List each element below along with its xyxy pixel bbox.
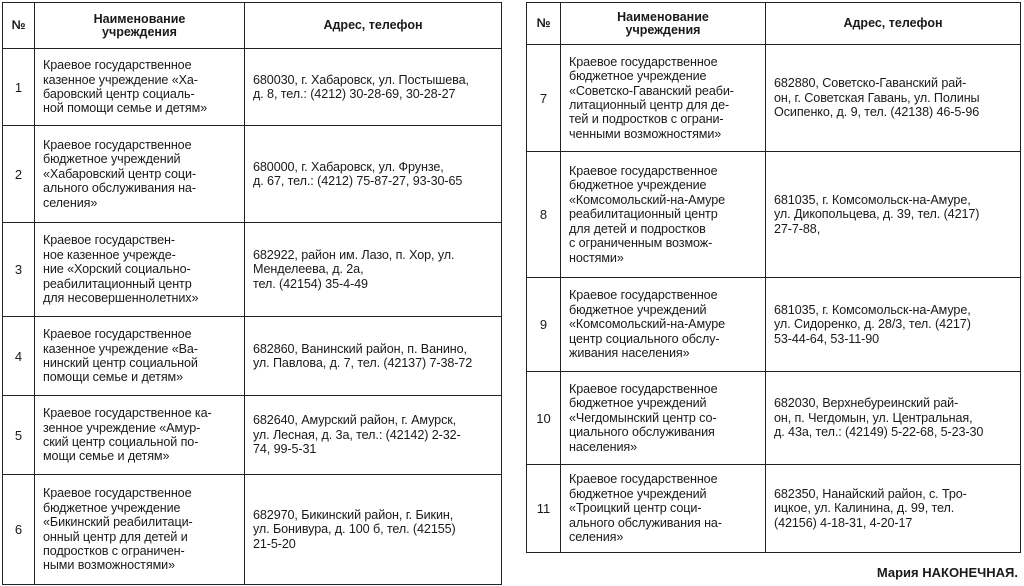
row-number: 3 (3, 223, 35, 317)
institution-address: 682922, район им. Лазо, п. Хор, ул. Менделеева, д. 2а, тел. (42154) 35-4-49 (245, 223, 502, 317)
institution-name: Краевое государственное бюджетное учреждение «Комсомольский-на-Амуре реабилитационный центр для детей и подростков с ограниченным возмож- ностями» (561, 152, 766, 278)
institution-name: Краевое государственное бюджетное учреждений «Хабаровский центр соци- ального обслуживания на- селения» (35, 126, 245, 223)
header-name: Наименование учреждения (35, 3, 245, 49)
row-number: 10 (527, 372, 561, 465)
institution-name: Краевое государственное казенное учреждение «Ха- баровский центр социаль- ной помощи семье и детям» (35, 49, 245, 126)
row-number: 2 (3, 126, 35, 223)
header-number: № (527, 3, 561, 45)
institution-name: Краевое государственное бюджетное учреждений «Троицкий центр соци- ального обслуживания на- селения» (561, 465, 766, 553)
author-signature: Мария НАКОНЕЧНАЯ. (876, 565, 1018, 580)
row-number: 11 (527, 465, 561, 553)
institutions-table-right (526, 2, 1021, 553)
institution-address: 681035, г. Комсомольск-на-Амуре, ул. Дикопольцева, д. 39, тел. (4217) 27-7-88, (766, 152, 1021, 278)
table-row (3, 317, 502, 396)
table-row (527, 372, 1021, 465)
institution-name: Краевое государственное казенное учреждение «Ва- нинский центр социальной помощи семье и детям» (35, 317, 245, 396)
institution-name: Краевое государственное бюджетное учреждений «Чегдомынский центр со- циального обслуживания населения» (561, 372, 766, 465)
row-number: 1 (3, 49, 35, 126)
row-number: 4 (3, 317, 35, 396)
header-address: Адрес, телефон (245, 3, 502, 49)
table-row (3, 223, 502, 317)
institution-name: Краевое государственное бюджетное учреждение «Бикинский реабилитаци- онный центр для детей и подростков с ограничен- ными возможностями» (35, 475, 245, 585)
row-number: 9 (527, 278, 561, 372)
institution-address: 682880, Советско-Гаванский рай- он, г. Советская Гавань, ул. Полины Осипенко, д. 9, тел. (42138) 46-5-96 (766, 45, 1021, 152)
header-address: Адрес, телефон (766, 3, 1021, 45)
institution-address: 680030, г. Хабаровск, ул. Постышева, д. 8, тел.: (4212) 30-28-69, 30-28-27 (245, 49, 502, 126)
header-name: Наименование учреждения (561, 3, 766, 45)
row-number: 7 (527, 45, 561, 152)
table-row (527, 465, 1021, 553)
table-row (3, 49, 502, 126)
institution-address: 681035, г. Комсомольск-на-Амуре, ул. Сидоренко, д. 28/3, тел. (4217) 53-44-64, 53-11-90 (766, 278, 1021, 372)
row-number: 8 (527, 152, 561, 278)
table-row (527, 152, 1021, 278)
institution-address: 682640, Амурский район, г. Амурск, ул. Лесная, д. 3а, тел.: (42142) 2-32- 74, 99-5-31 (245, 396, 502, 475)
row-number: 6 (3, 475, 35, 585)
institution-address: 682350, Нанайский район, с. Тро- ицкое, ул. Калинина, д. 99, тел. (42156) 4-18-31, 4-20-17 (766, 465, 1021, 553)
table-header-row (3, 3, 502, 49)
institution-name: Краевое государственное бюджетное учреждений «Комсомольский-на-Амуре центр социального обслу- живания населения» (561, 278, 766, 372)
table-row (527, 278, 1021, 372)
header-number: № (3, 3, 35, 49)
institution-address: 680000, г. Хабаровск, ул. Фрунзе, д. 67, тел.: (4212) 75-87-27, 93-30-65 (245, 126, 502, 223)
table-row (3, 126, 502, 223)
table-row (527, 45, 1021, 152)
table-header-row (527, 3, 1021, 45)
institution-address: 682860, Ванинский район, п. Ванино, ул. Павлова, д. 7, тел. (42137) 7-38-72 (245, 317, 502, 396)
institution-address: 682970, Бикинский район, г. Бикин, ул. Бонивура, д. 100 б, тел. (42155) 21-5-20 (245, 475, 502, 585)
institution-name: Краевое государственное ка- зенное учреждение «Амур- ский центр социальной по- мощи семье и детям» (35, 396, 245, 475)
institutions-table-left (2, 2, 502, 585)
institution-address: 682030, Верхнебуреинский рай- он, п. Чегдомын, ул. Центральная, д. 43а, тел.: (42149) 5-22-68, 5-23-30 (766, 372, 1021, 465)
row-number: 5 (3, 396, 35, 475)
table-row (3, 396, 502, 475)
institution-name: Краевое государствен- ное казенное учрежде- ние «Хорский социально- реабилитационный центр для несовершеннолетних» (35, 223, 245, 317)
institution-name: Краевое государственное бюджетное учреждение «Советско-Гаванский реаби- литационный центр для де- тей и подростков с ограни- ченными возможностями» (561, 45, 766, 152)
table-row (3, 475, 502, 585)
